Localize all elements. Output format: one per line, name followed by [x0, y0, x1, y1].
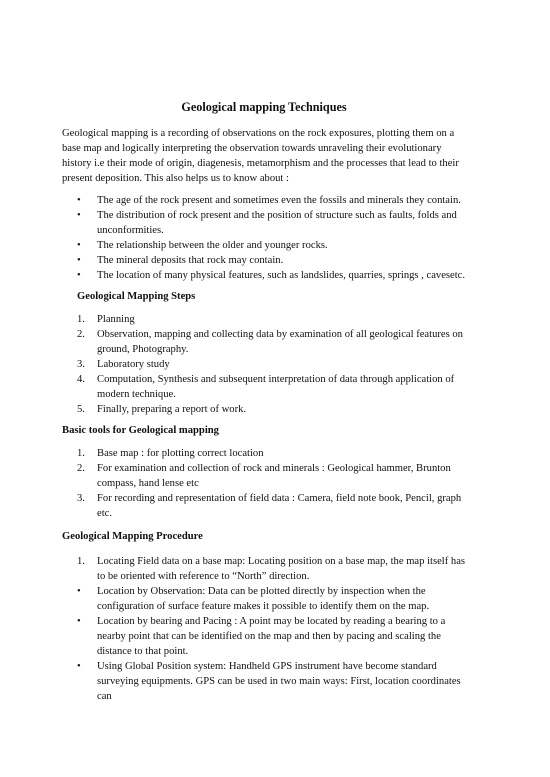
list-item [62, 614, 466, 659]
list-item [62, 659, 466, 704]
item-text: Base map : for plotting correct location [97, 448, 264, 459]
procedure-list [62, 554, 466, 704]
know-about-list [62, 193, 466, 283]
item-marker: 1. [77, 556, 85, 567]
list-item [62, 491, 466, 521]
list-item: • The mineral deposits that rock may contain. [62, 253, 466, 268]
item-number: 3. [77, 359, 85, 370]
item-number: 2. [77, 463, 85, 474]
list-item [62, 312, 466, 327]
procedure-heading: Geological Mapping Procedure [62, 531, 203, 542]
list-item [62, 461, 466, 491]
item-text: Finally, preparing a report of work. [97, 404, 247, 415]
item-text: For examination and collection of rock and minerals : Geological hammer, Brunton compass, hand lense etc [97, 463, 451, 489]
steps-heading: Geological Mapping Steps [77, 291, 196, 302]
list-item [62, 554, 466, 584]
list-item: • The age of the rock present and sometimes even the fossils and minerals they contain. [62, 193, 466, 208]
tools-list [62, 446, 466, 521]
document-title: Geological mapping Techniques [181, 100, 347, 114]
intro-paragraph: Geological mapping is a recording of observations on the rock exposures, plotting them on a base map and logically interpreting the observation towards unraveling their evolutionary history i.e their mode of origin, diagenesis, metamorphism and the processes that lead to their present deposition. This also helps us to know about : [62, 128, 459, 184]
list-item [62, 402, 466, 417]
list-item [62, 584, 466, 614]
item-marker: • [77, 661, 81, 672]
item-number: 1. [77, 448, 85, 459]
item-text: Laboratory study [97, 359, 170, 370]
list-item: • The location of many physical features, such as landslides, quarries, springs , cavesetc. [62, 268, 466, 283]
list-item: • The distribution of rock present and the position of structure such as faults, folds and unconformities. [62, 208, 466, 238]
steps-list [62, 312, 466, 417]
item-text: Computation, Synthesis and subsequent interpretation of data through application of modern technique. [97, 374, 455, 400]
item-number: 1. [77, 314, 85, 325]
item-number: 3. [77, 493, 85, 504]
item-number: 5. [77, 404, 85, 415]
tools-heading: Basic tools for Geological mapping [62, 425, 219, 436]
item-number: 2. [77, 329, 85, 340]
item-text: Observation, mapping and collecting data by examination of all geological features on ground, Photography. [97, 329, 463, 355]
item-text: Locating Field data on a base map: Locating position on a base map, the map itself has to be oriented with reference to “North” direction. [97, 556, 466, 582]
item-marker: • [77, 586, 81, 597]
list-item [62, 372, 466, 402]
list-item [62, 327, 466, 357]
item-text: Using Global Position system: Handheld GPS instrument have become standard surveying equipments. GPS can be used in two main ways: First, location coordinates can [97, 661, 461, 702]
list-item [62, 446, 466, 461]
item-text: Planning [97, 314, 135, 325]
item-text: Location by Observation: Data can be plotted directly by inspection when the configuration of surface feature makes it possible to identify them on the map. [97, 586, 430, 612]
item-text: For recording and representation of field data : Camera, field note book, Pencil, graph etc. [97, 493, 462, 519]
list-item: • The relationship between the older and younger rocks. [62, 238, 466, 253]
item-marker: • [77, 616, 81, 627]
item-text: Location by bearing and Pacing : A point may be located by reading a bearing to a nearby point that can be identified on the map and then by pacing and scaling the distance to that point. [97, 616, 446, 657]
item-number: 4. [77, 374, 85, 385]
list-item [62, 357, 466, 372]
